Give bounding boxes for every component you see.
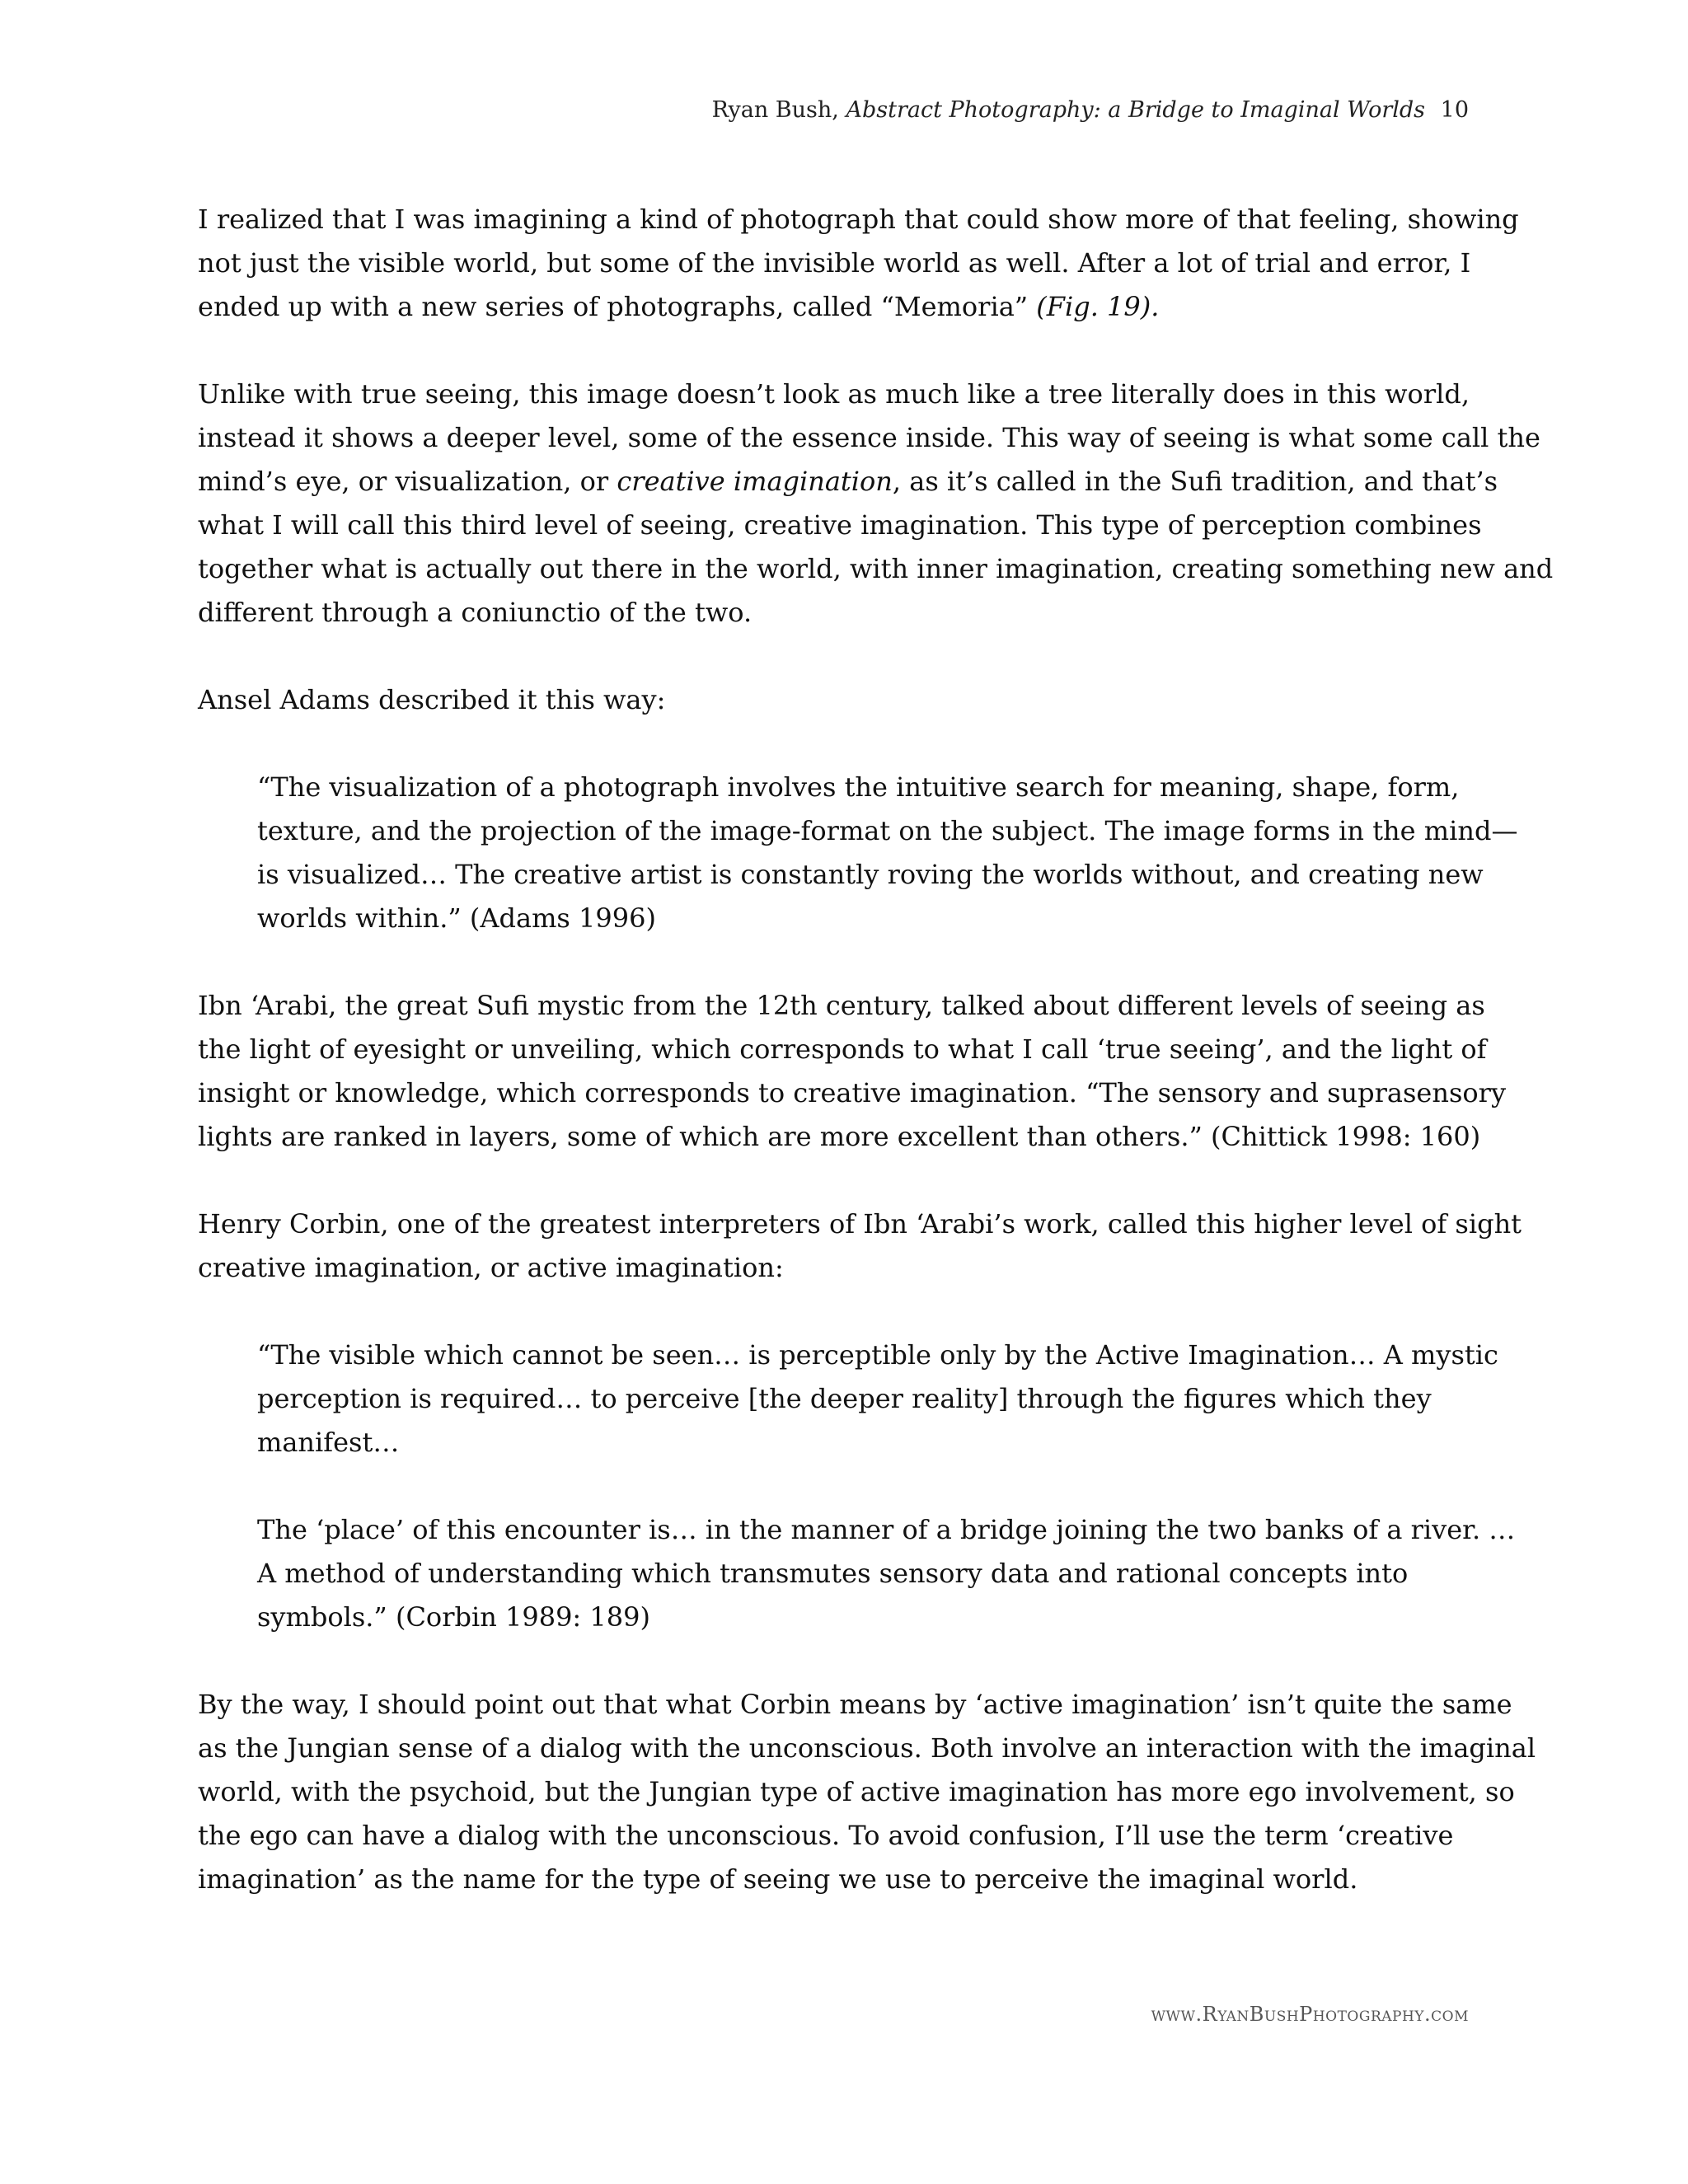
text-line: together what is actually out there in the world, with inner imagination, creating something new and bbox=[198, 553, 1554, 584]
text-segment: mind’s eye, or visualization, or bbox=[198, 466, 617, 497]
text-segment: ended up with a new series of photographs, called “Memoria” bbox=[198, 291, 1037, 322]
text-line bbox=[198, 285, 1484, 329]
text-line bbox=[198, 460, 1498, 504]
paragraph-ibn-arabi bbox=[198, 984, 1507, 1159]
text-line: manifest… bbox=[257, 1427, 400, 1458]
paragraph-memoria bbox=[198, 198, 1519, 329]
text-line: Henry Corbin, one of the greatest interpreters of Ibn ‘Arabi’s work, called this higher level of sight bbox=[198, 1208, 1522, 1240]
text-line: perception is required… to perceive [the deeper reality] through the figures which they bbox=[257, 1383, 1432, 1414]
figure-reference: (Fig. 19). bbox=[1036, 291, 1160, 322]
text-line: “The visualization of a photograph involves the intuitive search for meaning, shape, form, bbox=[257, 771, 1460, 803]
text-line: texture, and the projection of the image-format on the subject. The image forms in the mind— bbox=[257, 815, 1518, 846]
header-author: Ryan Bush, bbox=[711, 97, 839, 123]
text-line: “The visible which cannot be seen… is perceptible only by the Active Imagination… A mystic bbox=[257, 1339, 1498, 1371]
paragraph-ansel-adams-intro bbox=[198, 678, 1484, 722]
header-title: Abstract Photography: a Bridge to Imaginal Worlds bbox=[846, 97, 1426, 123]
text-line: symbols.” (Corbin 1989: 189) bbox=[257, 1601, 650, 1633]
text-line: A method of understanding which transmutes sensory data and rational concepts into bbox=[257, 1558, 1409, 1589]
blockquote-corbin-2 bbox=[198, 1508, 1516, 1639]
text-line: insight or knowledge, which corresponds to creative imagination. “The sensory and suprasensory bbox=[198, 1077, 1507, 1108]
text-line: lights are ranked in layers, some of which are more excellent than others.” (Chittick 1998: 160) bbox=[198, 1121, 1481, 1152]
text-line: instead it shows a deeper level, some of the essence inside. This way of seeing is what some call the bbox=[198, 422, 1540, 453]
paragraph-henry-corbin bbox=[198, 1202, 1522, 1290]
running-header bbox=[712, 96, 1469, 125]
footer-website: www.RyanBushPhotography.com bbox=[1151, 2003, 1469, 2026]
text-line: The ‘place’ of this encounter is… in the manner of a bridge joining the two banks of a river. … bbox=[257, 1514, 1516, 1545]
body-text bbox=[198, 198, 1554, 1945]
page-number: 10 bbox=[1440, 97, 1469, 123]
paragraph-creative-imagination bbox=[198, 373, 1554, 635]
text-line: worlds within.” (Adams 1996) bbox=[257, 902, 656, 934]
text-line: world, with the psychoid, but the Jungian type of active imagination has more ego involvement, so bbox=[198, 1776, 1515, 1807]
text-line: imagination’ as the name for the type of seeing we use to perceive the imaginal world. bbox=[198, 1863, 1358, 1895]
text-line: not just the visible world, but some of the invisible world as well. After a lot of trial and error, I bbox=[198, 247, 1471, 279]
blockquote-adams bbox=[198, 766, 1518, 940]
text-line: different through a coniunctio of the two. bbox=[198, 597, 753, 628]
text-line: the ego can have a dialog with the unconscious. To avoid confusion, I’ll use the term ‘creative bbox=[198, 1820, 1454, 1851]
text-line: Ibn ‘Arabi, the great Sufi mystic from the 12th century, talked about different levels of seeing as bbox=[198, 990, 1485, 1021]
text-line: the light of eyesight or unveiling, which corresponds to what I call ‘true seeing’, and the light of bbox=[198, 1033, 1487, 1065]
text-line: Unlike with true seeing, this image doesn’t look as much like a tree literally does in this world, bbox=[198, 378, 1470, 410]
text-segment: , as it’s called in the Sufi tradition, and that’s bbox=[892, 466, 1498, 497]
text-line: what I will call this third level of seeing, creative imagination. This type of perception combines bbox=[198, 509, 1482, 541]
text-line: is visualized… The creative artist is constantly roving the worlds without, and creating new bbox=[257, 859, 1484, 890]
text-line: Ansel Adams described it this way: bbox=[198, 684, 666, 715]
paragraph-active-imagination-note bbox=[198, 1683, 1536, 1901]
text-line: I realized that I was imagining a kind of photograph that could show more of that feeling, showing bbox=[198, 204, 1519, 235]
text-line: By the way, I should point out that what Corbin means by ‘active imagination’ isn’t quite the same bbox=[198, 1689, 1512, 1720]
text-line: creative imagination, or active imagination: bbox=[198, 1252, 784, 1283]
emphasized-term: creative imagination bbox=[617, 466, 893, 497]
blockquote-corbin-1 bbox=[198, 1333, 1498, 1465]
text-line: as the Jungian sense of a dialog with the unconscious. Both involve an interaction with the imaginal bbox=[198, 1732, 1536, 1764]
